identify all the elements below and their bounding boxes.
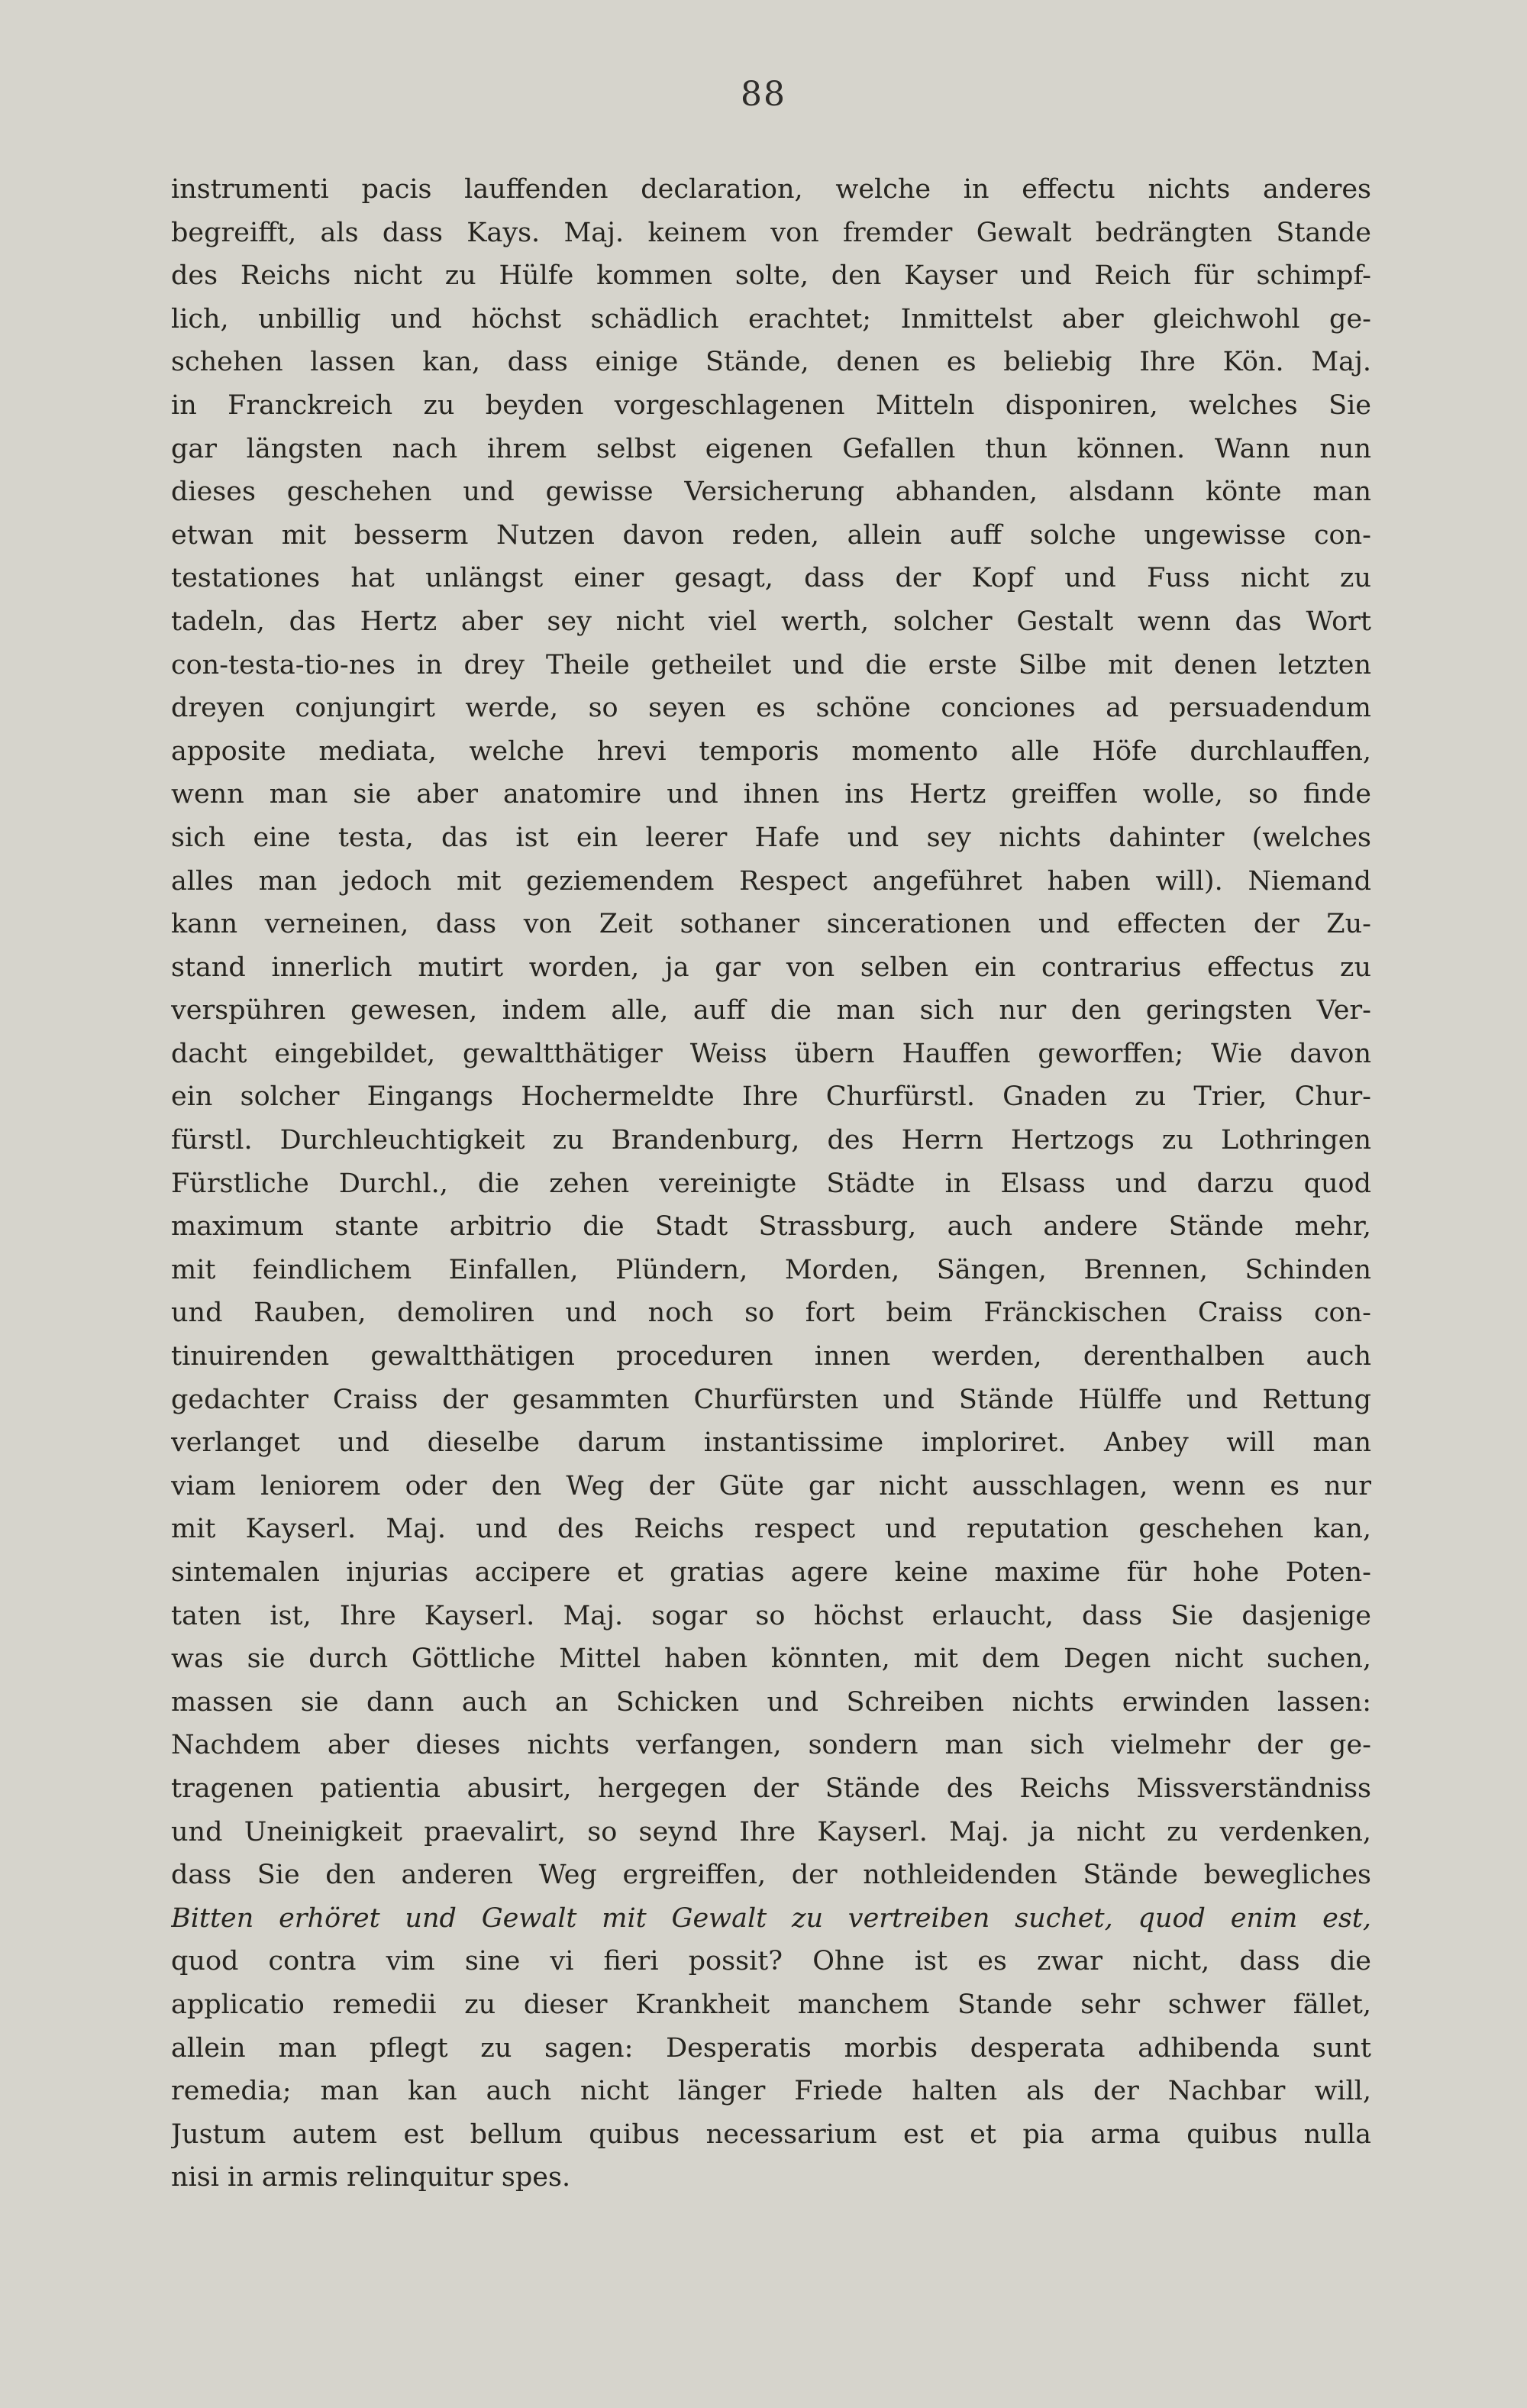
page-number: 88 bbox=[741, 75, 786, 114]
text-line: remedia; man kan auch nicht länger Friede halten als der Nachbar will, bbox=[171, 2076, 1371, 2107]
text-line: sich eine testa, das ist ein leerer Hafe und sey nichts dahinter (welches bbox=[171, 822, 1371, 853]
text-line: und Rauben, demoliren und noch so fort beim Fränckischen Craiss con- bbox=[171, 1298, 1371, 1329]
text-line: tinuirenden gewaltthätigen proceduren innen werden, derenthalben auch bbox=[171, 1341, 1371, 1372]
text-line: sintemalen injurias accipere et gratias agere keine maxime für hohe Poten- bbox=[171, 1557, 1371, 1588]
text-line: wenn man sie aber anatomire und ihnen ins Hertz greiffen wolle, so finde bbox=[171, 779, 1371, 810]
text-line: Fürstliche Durchl., die zehen vereinigte Städte in Elsass und darzu quod bbox=[171, 1168, 1371, 1199]
text-line: viam leniorem oder den Weg der Güte gar nicht ausschlagen, wenn es nur bbox=[171, 1470, 1371, 1501]
text-line: tragenen patientia abusirt, hergegen der Stände des Reichs Missverständniss bbox=[171, 1773, 1371, 1804]
text-line: in Franckreich zu beyden vorgeschlagenen Mitteln disponiren, welches Sie bbox=[171, 389, 1371, 421]
text-line: Nachdem aber dieses nichts verfangen, sondern man sich vielmehr der ge- bbox=[171, 1730, 1371, 1761]
text-line: nisi in armis relinquitur spes. bbox=[171, 2162, 571, 2193]
text-line: ein solcher Eingangs Hochermeldte Ihre Churfürstl. Gnaden zu Trier, Chur- bbox=[171, 1081, 1371, 1113]
text-line: alles man jedoch mit geziemendem Respect angeführet haben will). Niemand bbox=[171, 865, 1371, 897]
text-line: verlanget und dieselbe darum instantissime imploriret. Anbey will man bbox=[171, 1427, 1371, 1459]
italic-text: Bitten erhöret und Gewalt mit Gewalt zu vertreiben suchet, quod enim est, bbox=[171, 1902, 1371, 1934]
text-line: verspühren gewesen, indem alle, auff die man sich nur den geringsten Ver- bbox=[171, 995, 1371, 1026]
text-line: maximum stante arbitrio die Stadt Strassburg, auch andere Stände mehr, bbox=[171, 1211, 1371, 1243]
text-line: gedachter Craiss der gesammten Churfürsten und Stände Hülffe und Rettung bbox=[171, 1384, 1371, 1415]
text-line: dieses geschehen und gewisse Versicherung abhanden, alsdann könte man bbox=[171, 477, 1371, 508]
text-line: con-testa-tio-nes in drey Theile getheilet und die erste Silbe mit denen letzten bbox=[171, 649, 1371, 680]
text-line: massen sie dann auch an Schicken und Schreiben nichts erwinden lassen: bbox=[171, 1686, 1371, 1718]
text-line: dreyen conjungirt werde, so seyen es schöne conciones ad persuadendum bbox=[171, 693, 1371, 724]
body-text bbox=[171, 168, 1371, 2200]
text-line: begreifft, als dass Kays. Maj. keinem von fremder Gewalt bedrängten Stande bbox=[171, 217, 1371, 248]
text-line: taten ist, Ihre Kayserl. Maj. sogar so höchst erlaucht, dass Sie dasjenige bbox=[171, 1600, 1371, 1631]
text-line: fürstl. Durchleuchtigkeit zu Brandenburg, des Herrn Hertzogs zu Lothringen bbox=[171, 1125, 1371, 1156]
text-line: gar längsten nach ihrem selbst eigenen Gefallen thun können. Wann nun bbox=[171, 433, 1371, 464]
text-line: und Uneinigkeit praevalirt, so seynd Ihre Kayserl. Maj. ja nicht zu verdenken, bbox=[171, 1816, 1371, 1847]
text-line: des Reichs nicht zu Hülfe kommen solte, den Kayser und Reich für schimpf- bbox=[171, 260, 1371, 292]
text-line: Justum autem est bellum quibus necessarium est et pia arma quibus nulla bbox=[171, 2119, 1371, 2150]
text-line: testationes hat unlängst einer gesagt, dass der Kopf und Fuss nicht zu bbox=[171, 563, 1371, 594]
text-line: mit Kayserl. Maj. und des Reichs respect und reputation geschehen kan, bbox=[171, 1514, 1371, 1545]
text-line: stand innerlich mutirt worden, ja gar von selben ein contrarius effectus zu bbox=[171, 952, 1371, 983]
text-line: was sie durch Göttliche Mittel haben könnten, mit dem Degen nicht suchen, bbox=[171, 1644, 1371, 1675]
text-line: mit feindlichem Einfallen, Plündern, Morden, Sängen, Brennen, Schinden bbox=[171, 1254, 1371, 1285]
text-line: tadeln, das Hertz aber sey nicht viel werth, solcher Gestalt wenn das Wort bbox=[171, 606, 1371, 637]
text-line-italic bbox=[171, 1897, 1371, 1941]
text-line: quod contra vim sine vi fieri possit? Ohne ist es zwar nicht, dass die bbox=[171, 1946, 1371, 1977]
text-line: dacht eingebildet, gewaltthätiger Weiss übern Hauffen geworffen; Wie davon bbox=[171, 1038, 1371, 1069]
text-line: instrumenti pacis lauffenden declaration, welche in effectu nichts anderes bbox=[171, 174, 1371, 205]
text-line: lich, unbillig und höchst schädlich erachtet; Inmittelst aber gleichwohl ge- bbox=[171, 303, 1371, 335]
text-line: allein man pflegt zu sagen: Desperatis morbis desperata adhibenda sunt bbox=[171, 2032, 1371, 2064]
text-line: applicatio remedii zu dieser Krankheit manchem Stande sehr schwer fället, bbox=[171, 1989, 1371, 2020]
text-line: etwan mit besserm Nutzen davon reden, allein auff solche ungewisse con- bbox=[171, 519, 1371, 551]
text-line: apposite mediata, welche hrevi temporis momento alle Höfe durchlauffen, bbox=[171, 735, 1371, 767]
text-line: kann verneinen, dass von Zeit sothaner sincerationen und effecten der Zu- bbox=[171, 909, 1371, 940]
text-line: schehen lassen kan, dass einige Stände, denen es beliebig Ihre Kön. Maj. bbox=[171, 347, 1371, 378]
text-line: dass Sie den anderen Weg ergreiffen, der nothleidenden Stände bewegliches bbox=[171, 1860, 1371, 1891]
